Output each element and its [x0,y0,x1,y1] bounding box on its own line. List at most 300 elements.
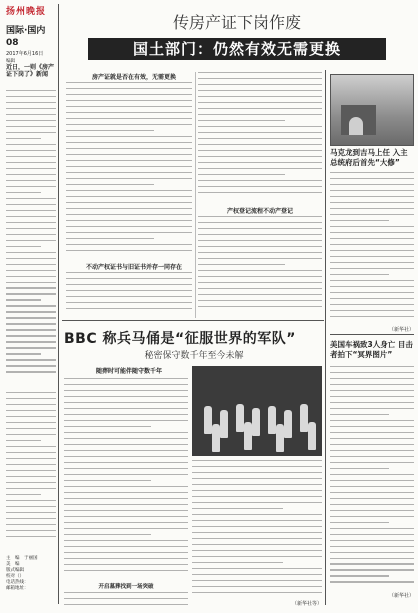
text-line [330,546,414,547]
text-line [330,316,414,317]
left-column-title: 近日，一则《房产证下岗了》新闻 [6,64,55,79]
text-line [66,250,192,251]
text-line [6,132,56,133]
sidebar-title-1: 马克龙到吉马上任 入主总统府后首先“大修” [330,148,408,167]
text-line [198,186,322,187]
text-line [6,120,56,121]
text-line [198,114,322,115]
footer-line: 版式编辑 [6,568,29,573]
story-text-col2 [198,72,322,202]
text-line [6,392,56,393]
text-line [198,180,322,181]
text-line [192,484,322,485]
text-line [192,574,322,575]
text-line [330,540,414,541]
footer-line: 美 编 [6,562,24,567]
text-line [192,562,283,563]
text-line [330,558,414,559]
text-line [198,270,322,271]
text-line [330,226,414,227]
text-line [6,138,41,139]
text-line [6,299,41,300]
text-line [198,96,322,97]
text-line [64,450,188,451]
text-line [192,544,322,545]
text-line [6,264,56,265]
footer-line: 主 编 于丽国 [6,556,38,561]
text-line [330,232,414,233]
text-line [66,308,192,309]
text-line [6,126,56,127]
text-line [198,150,322,151]
text-line [6,365,56,366]
text-line [198,228,322,229]
text-line [64,384,188,385]
text-line [6,422,56,423]
masthead [6,4,56,64]
text-line [192,472,322,473]
text-line [330,268,414,269]
text-line [6,216,56,217]
text-line [64,564,188,565]
text-line [330,214,414,215]
text-line [64,528,188,529]
text-line [198,174,285,175]
warrior-figure [244,422,252,450]
text-line [330,250,414,251]
text-line [66,290,192,291]
text-line [66,106,192,107]
text-line [198,108,322,109]
text-line [6,282,56,283]
text-line [64,474,188,475]
warrior-figure [236,404,244,432]
text-line [66,88,192,89]
text-line [6,446,56,447]
text-line [64,504,188,505]
text-line [330,420,414,421]
footer-line: 电话热线： [6,580,29,585]
text-line [198,78,322,79]
text-line [64,592,188,593]
text-line [192,526,322,527]
text-line [198,276,322,277]
warrior-figure [284,410,292,438]
text-line [330,208,414,209]
text-line [330,384,414,385]
text-line [198,222,322,223]
text-line [66,142,192,143]
text-line [66,278,192,279]
text-line [330,274,389,275]
column-divider [195,72,196,318]
text-line [6,404,56,405]
text-line [192,490,322,491]
text-line [330,450,414,451]
text-line [330,202,414,203]
section-name: 国际·国内 [6,26,46,36]
bbc-signature: （新华社等） [291,601,322,607]
text-line [192,580,322,581]
text-line [66,148,192,149]
text-line [6,186,56,187]
text-line [330,402,414,403]
text-line [198,168,322,169]
text-line [6,476,56,477]
text-line [64,438,188,439]
text-line [198,246,322,247]
text-line [6,252,56,253]
text-line [330,390,414,391]
sidebar-text-2 [330,366,414,590]
text-line [198,126,322,127]
footer-line: 邮箱地址： [6,586,29,591]
text-line [198,294,322,295]
bbc-text-col1 [64,378,188,578]
newspaper-logo: 扬州晚报 [6,7,47,17]
text-line [6,240,56,241]
text-line [64,414,188,415]
warrior-figure [268,406,276,434]
text-line [64,510,188,511]
story-text-col2b [198,216,322,316]
text-line [6,524,56,525]
text-line [192,496,322,497]
text-line [330,220,389,221]
text-line [198,144,322,145]
text-line [330,184,414,185]
text-line [330,304,414,305]
text-line [6,156,56,157]
bbc-text-col2 [192,460,322,600]
bbc-subhead-2: 开启墓葬找到一场突破 [98,584,154,590]
text-line [330,378,414,379]
text-line [64,492,188,493]
text-line [198,156,322,157]
text-line [66,296,192,297]
text-line [6,198,56,199]
text-line [192,478,322,479]
sidebar-separator [330,334,414,335]
text-line [6,416,56,417]
text-line [192,538,322,539]
story-subhead: 产权登记流程不动产登记 [226,208,293,215]
text-line [66,232,192,233]
text-line [64,546,188,547]
text-line [66,208,192,209]
bbc-subhead: 随葬时可能伴随守数千年 [95,368,162,375]
text-line [6,359,56,360]
text-line [6,341,56,342]
text-line [330,426,414,427]
publication-date: 2017年6月16日 [6,51,44,57]
text-line [6,482,56,483]
text-line [66,284,192,285]
text-line [198,234,322,235]
text-line [6,434,56,435]
text-line [66,112,192,113]
left-column-text [6,90,56,380]
text-line [330,462,414,463]
sidebar-sign-2: （新华社） [388,593,414,599]
text-line [64,534,151,535]
text-line [330,414,389,415]
text-line [192,502,322,503]
text-line [64,468,188,469]
text-line [330,498,414,499]
warrior-figure [204,406,212,434]
text-line [6,204,56,205]
text-line [6,530,56,531]
text-line [330,438,414,439]
text-line [330,492,414,493]
text-line [6,102,56,103]
text-line [64,432,188,433]
left-column-divider [58,4,59,604]
text-line [6,276,56,277]
text-line [64,408,188,409]
text-line [6,335,56,336]
text-line [66,244,192,245]
text-line [330,372,414,373]
sidebar-sign-1: （新华社） [388,327,414,333]
text-line [6,258,56,259]
text-line [6,452,56,453]
text-line [6,512,56,513]
text-line [330,178,414,179]
text-line [64,498,188,499]
text-line [66,214,192,215]
text-line [6,162,56,163]
story-subhead: 房产证就是否在有效，无需更换 [91,74,176,81]
text-line [330,292,414,293]
text-line [6,114,56,115]
text-line [6,458,56,459]
text-line [6,174,56,175]
text-line [192,520,322,521]
text-line [6,494,41,495]
text-line [198,120,285,121]
left-column-text-2 [6,392,56,542]
text-line [330,516,414,517]
text-line [66,202,192,203]
text-line [330,172,414,173]
text-line [330,366,414,367]
text-line [66,220,192,221]
text-line [6,150,56,151]
text-line [192,460,322,461]
text-line [330,563,414,564]
text-line [198,300,322,301]
text-line [6,90,56,91]
text-line [6,371,56,372]
text-line [6,323,56,324]
text-line [6,270,56,271]
text-line [6,488,56,489]
text-line [6,398,56,399]
headline-banner: 国土部门：仍然有效无需更换 [88,38,386,60]
text-line [198,240,322,241]
text-line [64,522,188,523]
text-line [330,575,389,576]
text-line [6,210,56,211]
story-text-col1 [66,82,192,260]
sidebar-divider [325,70,326,605]
text-line [198,216,322,217]
text-line [6,347,56,348]
arch-shape [349,117,363,135]
text-line [64,558,188,559]
text-line [66,184,154,185]
text-line [66,190,192,191]
text-line [66,124,192,125]
text-line [192,550,322,551]
text-line [330,298,414,299]
text-line [64,402,188,403]
text-line [6,353,41,354]
text-line [192,532,322,533]
text-line [64,570,188,571]
text-line [330,280,414,281]
text-line [66,238,154,239]
text-line [330,256,414,257]
story-divider [62,320,324,321]
text-line [330,552,414,553]
text-line [64,444,188,445]
text-line [6,228,56,229]
text-line [66,100,192,101]
terracotta-warriors-photo [192,366,322,456]
text-line [64,552,188,553]
text-line [6,96,56,97]
text-line [66,272,192,273]
text-line [330,468,389,469]
text-line [64,396,188,397]
text-line [66,172,192,173]
text-line [6,536,56,537]
text-line [66,178,192,179]
text-line [64,462,188,463]
bbc-subheadline: 秘密保守数千年至今未解 [144,351,244,361]
text-line [198,192,322,193]
warrior-figure [212,424,220,452]
text-line [64,486,188,487]
text-line [198,72,322,73]
text-line [330,581,414,582]
text-line [330,244,414,245]
text-line [198,252,322,253]
text-line [66,118,192,119]
text-line [192,592,322,593]
text-line [192,568,322,569]
text-line [66,226,192,227]
text-line [198,282,322,283]
bbc-text-col1b [64,592,188,610]
text-line [6,287,56,288]
text-line [64,598,188,599]
text-line [330,196,414,197]
bbc-headline: BBC 称兵马俑是“征服世界的军队” [64,331,296,347]
text-line [6,108,56,109]
text-line [6,410,56,411]
story-subhead: 不动产权证书与旧证书并存一同存在 [85,264,182,271]
text-line [6,470,56,471]
text-line [6,329,56,330]
text-line [198,102,322,103]
text-line [192,556,322,557]
text-line [64,516,188,517]
text-line [192,586,322,587]
text-line [64,420,188,421]
text-line [330,238,414,239]
text-line [330,486,414,487]
text-line [198,90,322,91]
warrior-figure [220,410,228,438]
text-line [6,500,56,501]
text-line [6,180,56,181]
text-line [66,154,192,155]
sidebar-photo [330,74,414,146]
sidebar-title-2: 美国车祸致3人身亡 目击者拍下“冥界图片” [330,340,413,359]
text-line [6,305,56,306]
text-line [192,514,322,515]
text-line [6,222,56,223]
text-line [64,390,188,391]
text-line [198,264,285,265]
text-line [198,84,322,85]
warrior-figure [308,422,316,450]
text-line [330,456,414,457]
text-line [198,306,322,307]
text-line [6,464,56,465]
text-line [66,160,192,161]
text-line [64,480,151,481]
text-line [330,310,414,311]
editor-label: 编辑 [6,59,15,64]
text-line [6,506,56,507]
text-line [66,82,192,83]
text-line [330,444,414,445]
text-line [64,540,188,541]
text-line [198,258,322,259]
sidebar-text-1 [330,172,414,322]
text-line [6,293,56,294]
text-line [66,136,192,137]
text-line [6,144,56,145]
text-line [6,428,56,429]
text-line [330,474,414,475]
text-line [198,138,322,139]
text-line [192,508,283,509]
text-line [198,132,322,133]
footer-credits [6,556,56,592]
text-line [330,480,414,481]
text-line [330,569,414,570]
warrior-figure [252,408,260,436]
text-line [64,426,151,427]
text-line [192,466,322,467]
text-line [330,396,414,397]
story-text-col1b [66,272,192,316]
text-line [6,317,56,318]
text-line [330,432,414,433]
footer-line: 校对（） [6,574,24,579]
text-line [66,166,192,167]
headline-kicker: 传房产证下岗作废 [172,13,301,32]
text-line [330,408,414,409]
text-line [6,234,56,235]
text-line [64,378,188,379]
